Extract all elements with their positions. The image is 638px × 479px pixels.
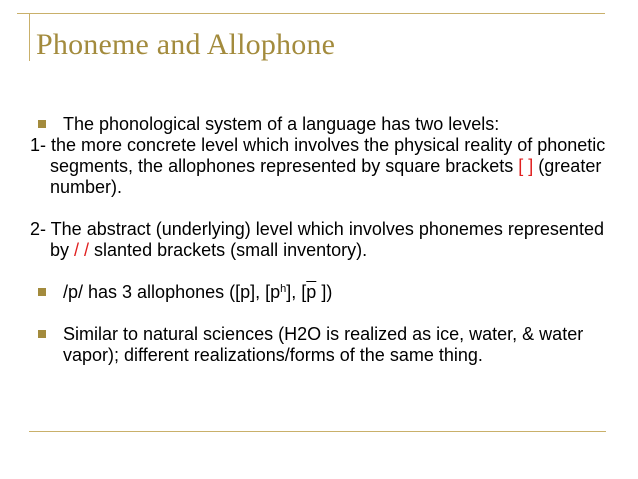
bullet-item-allophones bbox=[30, 282, 620, 303]
abstract-level-note: slanted brackets (small inventory). bbox=[89, 240, 368, 260]
bullet-item-levels bbox=[30, 114, 620, 135]
numbered-item-concrete bbox=[30, 135, 620, 198]
square-brackets-symbol: [ ] bbox=[518, 156, 534, 176]
bottom-border-line bbox=[29, 431, 606, 432]
square-bullet-icon bbox=[38, 330, 46, 338]
square-bullet-icon bbox=[38, 288, 46, 296]
spacer bbox=[30, 261, 620, 282]
slanted-brackets-symbol: / / bbox=[74, 240, 90, 260]
allophones-text-start: /p/ has 3 allophones ([p], [p bbox=[63, 282, 281, 302]
left-accent-line bbox=[29, 13, 30, 61]
aspiration-superscript: h bbox=[280, 283, 287, 295]
allophones-text-mid: ], [ bbox=[286, 282, 307, 302]
spacer bbox=[30, 198, 620, 219]
square-bullet-icon bbox=[38, 120, 46, 128]
abstract-level-text: 2- The abstract (underlying) level which involves phonemes represented by bbox=[30, 219, 604, 260]
bullet-text-levels: The phonological system of a language has two levels: bbox=[63, 114, 500, 134]
concrete-level-note: (greater number). bbox=[50, 156, 602, 197]
spacer bbox=[30, 303, 620, 324]
numbered-item-abstract bbox=[30, 219, 620, 261]
allophones-text-end: ]) bbox=[316, 282, 333, 302]
slide-title: Phoneme and Allophone bbox=[36, 28, 336, 61]
top-border-line bbox=[17, 13, 605, 14]
slide-body bbox=[30, 114, 620, 366]
analogy-text: Similar to natural sciences (H2O is realized as ice, water, & water vapor); different realizations/forms of the same thing. bbox=[63, 324, 584, 365]
bullet-item-analogy bbox=[30, 324, 620, 366]
concrete-level-text: 1- the more concrete level which involves the physical reality of phonetic segments, the allophones represented by square brackets bbox=[30, 135, 606, 176]
unreleased-p-symbol: $\overline{p}$ bbox=[306, 282, 317, 302]
